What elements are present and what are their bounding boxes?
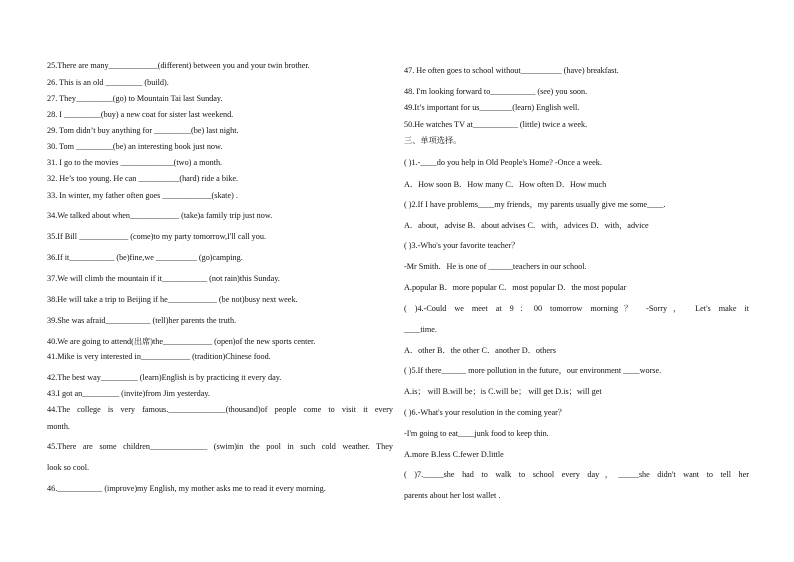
left-question-line: 26. This is an old _________ (build). [47,78,169,87]
right-question-line: 三、单项选择。 [404,136,462,145]
right-question-line: 49.It’s important for us________(learn) English well. [404,103,580,112]
right-question-line: 50.He watches TV at___________ (little) twice a week. [404,120,588,129]
right-question-line: ( )6.-What's your resolution in the coming year？ [404,408,566,417]
right-question-line: A．How soon B．How many C．How often D．How much [404,180,607,189]
left-question-line: 46.___________ (improve)my English, my mother asks me to read it every morning. [47,484,326,493]
left-question-line: month. [47,422,70,431]
right-question-line: ( )1.-____do you help in Old People's Home? -Once a week. [404,158,602,167]
left-question-line: 43.I got an_________ (invite)from Jim yesterday. [47,389,210,398]
right-question-line: ( )4.-Could we meet at 9：00 tomorrow morning？ -Sorry， Let's make it [404,304,749,313]
right-question-line: ( )7._____she had to walk to school every day，_____she didn't want to tell her [404,470,749,479]
left-question-line: 45.There are some children______________ (swim)in the pool in such cold weather. They [47,442,393,451]
right-question-line: ( )3.-Who's your favorite teacher？ [404,241,520,250]
left-question-line: 25.There are many____________(different) between you and your twin brother. [47,61,310,70]
left-question-line: 33. In winter, my father often goes ____________(skate) . [47,191,238,200]
right-question-line: parents about her lost wallet . [404,491,501,500]
right-question-line: ____time. [404,325,437,334]
left-question-line: 30. Tom _________(be) an interesting book just now. [47,142,223,151]
left-question-line: 28. I _________(buy) a new coat for sister last weekend. [47,110,234,119]
left-question-line: 37.We will climb the mountain if it___________ (not rain)this Sunday. [47,274,280,283]
left-question-line: 29. Tom didn’t buy anything for _________(be) last night. [47,126,239,135]
right-question-line: A.popular B．more popular C．most popular D．the most popular [404,283,627,292]
left-question-line: 38.He will take a trip to Beijing if he____________ (be not)busy next week. [47,295,298,304]
right-question-line: A.is； will B.will be；is C.will be； will get D.is；will get [404,387,602,396]
left-question-line: 27. They_________(go) to Mountain Tai last Sunday. [47,94,223,103]
right-question-line: A．other B．the other C．another D．others [404,346,556,355]
left-question-line: 40.We are going to attend(出席)the____________ (open)of the new sports center. [47,337,316,346]
right-question-line: -Mr Smith．He is one of ______teachers in our school. [404,262,587,271]
left-question-line: 44.The college is very famous.______________(thousand)of people come to visit it every [47,405,393,414]
right-question-line: 48. I'm looking forward to___________ (see) you soon. [404,87,588,96]
right-question-line: 47. He often goes to school without__________ (have) breakfast. [404,66,619,75]
right-question-line: ( )5.If there______ more pollution in the future，our environment ____worse. [404,366,662,375]
right-question-line: ( )2.If I have problems____my friends，my parents usually give me some____. [404,200,666,209]
left-question-line: look so cool. [47,463,90,472]
left-question-line: 34.We talked about when____________ (take)a family trip just now. [47,211,273,220]
left-question-line: 36.If it___________ (be)fine,we __________ (go)camping. [47,253,243,262]
left-question-line: 39.She was afraid___________ (tell)her parents the truth. [47,316,237,325]
left-question-line: 41.Mike is very interested in____________ (tradition)Chinese food. [47,352,271,361]
left-question-line: 32. He’s too young. He can __________(hard) ride a bike. [47,174,238,183]
right-question-line: A.more B.less C.fewer D.little [404,450,504,459]
left-question-line: 42.The best way_________ (learn)English is by practicing it every day. [47,373,282,382]
right-question-line: A．about，advise B．about advises C．with，advices D．with，advice [404,221,649,230]
left-question-line: 35.If Bill ____________ (come)to my party tomorrow,I'll call you. [47,232,267,241]
right-question-line: -I'm going to eat____junk food to keep thin. [404,429,549,438]
left-question-line: 31. I go to the movies _____________(two) a month. [47,158,223,167]
